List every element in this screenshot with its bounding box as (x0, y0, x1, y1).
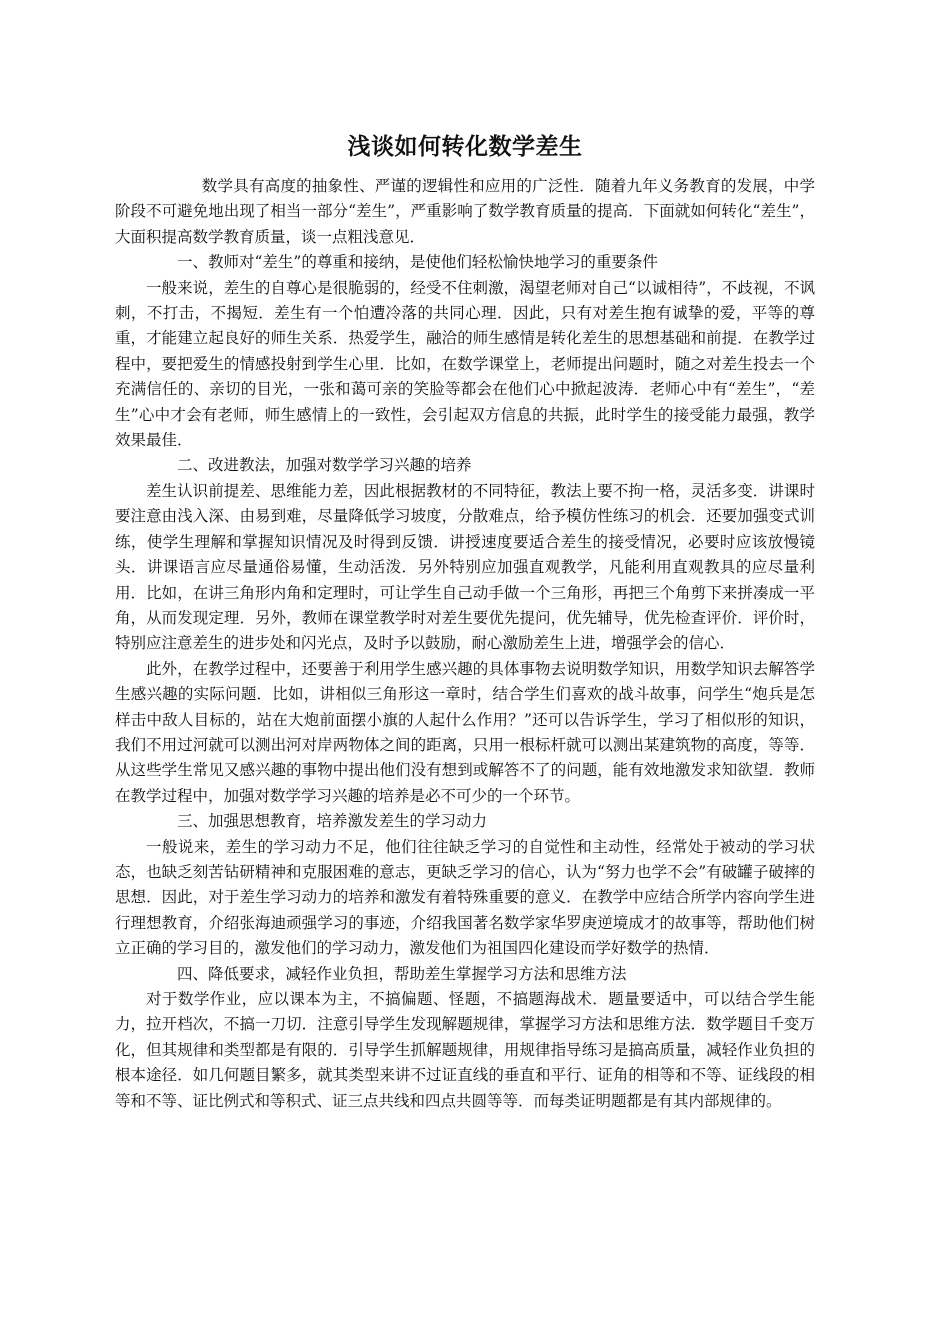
section-heading-3: 三、加强思想教育，培养激发差生的学习动力 (177, 812, 488, 831)
section-1-paragraph-1: 一般来说，差生的自尊心是很脆弱的，经受不住刺激，渴望老师对自己“以诚相待”，不歧视，不讽刺，不打击，不揭短．差生有一个怕遭冷落的共同心理．因此，只有对差生抱有诚挚的爱，平等的尊重，才能建立起良好的师生关系．热爱学生，融洽的师生感情是转化差生的思想基础和前提．在教学过程中，要把爱生的情感投射到学生心里．比如，在数学课堂上，老师提出问题时，随之对差生投去一个充满信任的、亲切的目光，一张和蔼可亲的笑脸等都会在他们心中掀起波涛．老师心中有“差生”，“差生”心中才会有老师，师生感情上的一致性，会引起双方信息的共振，此时学生的接受能力最强，教学效果最佳． (115, 278, 815, 450)
section-3-paragraph-1: 一般说来，差生的学习动力不足，他们往往缺乏学习的自觉性和主动性，经常处于被动的学习状态，也缺乏刻苦钻研精神和克服困难的意志，更缺乏学习的信心，认为“努力也学不会”有破罐子破摔的思想．因此，对于差生学习动力的培养和激发有着特殊重要的意义．在教学中应结合所学内容向学生进行理想教育，介绍张海迪顽强学习的事迹，介绍我国著名数学家华罗庚逆境成才的故事等，帮助他们树立正确的学习目的，激发他们的学习动力，激发他们为祖国四化建设而学好数学的热情． (115, 837, 815, 958)
intro-paragraph: 数学具有高度的抽象性、严谨的逻辑性和应用的广泛性．随着九年义务教育的发展，中学阶段不可避免地出现了相当一部分“差生”，严重影响了数学教育质量的提高．下面就如何转化“差生”，大面积提高数学教育质量，谈一点粗浅意见． (115, 177, 815, 246)
section-heading-1: 一、教师对“差生”的尊重和接纳，是使他们轻松愉快地学习的重要条件 (177, 253, 658, 272)
document-title: 浅谈如何转化数学差生 (347, 134, 583, 160)
section-heading-4: 四、降低要求，减轻作业负担，帮助差生掌握学习方法和思维方法 (177, 964, 627, 983)
document-page (115, 130, 815, 1114)
section-4-paragraph-1: 对于数学作业，应以课本为主，不搞偏题、怪题，不搞题海战术．题量要适中，可以结合学生能力，拉开档次，不搞一刀切．注意引导学生发现解题规律，掌握学习方法和思维方法．数学题目千变万化，但其规律和类型都是有限的．引导学生抓解题规律，用规律指导练习是搞高质量，减轻作业负担的根本途径．如几何题目繁多，就其类型来讲不过证直线的垂直和平行、证角的相等和不等、证线段的相等和不等、证比例式和等积式、证三点共线和四点共圆等等．而每类证明题都是有其内部规律的。 (115, 990, 815, 1110)
section-heading-2: 二、改进教法，加强对数学学习兴趣的培养 (177, 456, 472, 475)
section-2-paragraph-2: 此外，在教学过程中，还要善于利用学生感兴趣的具体事物去说明数学知识，用数学知识去解答学生感兴趣的实际问题．比如，讲相似三角形这一章时，结合学生们喜欢的战斗故事，问学生“炮兵是怎样击中敌人目标的，站在大炮前面摆小旗的人起什么作用？”还可以告诉学生，学习了相似形的知识，我们不用过河就可以测出河对岸两物体之间的距离，只用一根标杆就可以测出某建筑物的高度，等等．从这些学生常见又感兴趣的事物中提出他们没有想到或解答不了的问题，能有效地激发求知欲望．教师在教学过程中，加强对数学学习兴趣的培养是必不可少的一个环节。 (115, 659, 815, 805)
section-2-paragraph-1: 差生认识前提差、思维能力差，因此根据教材的不同特征，教法上要不拘一格，灵活多变．讲课时要注意由浅入深、由易到难，尽量降低学习坡度，分散难点，给予模仿性练习的机会．还要加强变式训练，使学生理解和掌握知识情况及时得到反馈．讲授速度要适合差生的接受情况，必要时应该放慢镜头．讲课语言应尽量通俗易懂，生动活泼．另外特别应加强直观教学，凡能利用直观教具的应尽量利用．比如，在讲三角形内角和定理时，可让学生自己动手做一个三角形，再把三个角剪下来拼凑成一平角，从而发现定理．另外，教师在课堂教学时对差生要优先提问，优先辅导，优先检查评价．评价时，特别应注意差生的进步处和闪光点，及时予以鼓励，耐心激励差生上进，增强学会的信心． (115, 481, 815, 653)
